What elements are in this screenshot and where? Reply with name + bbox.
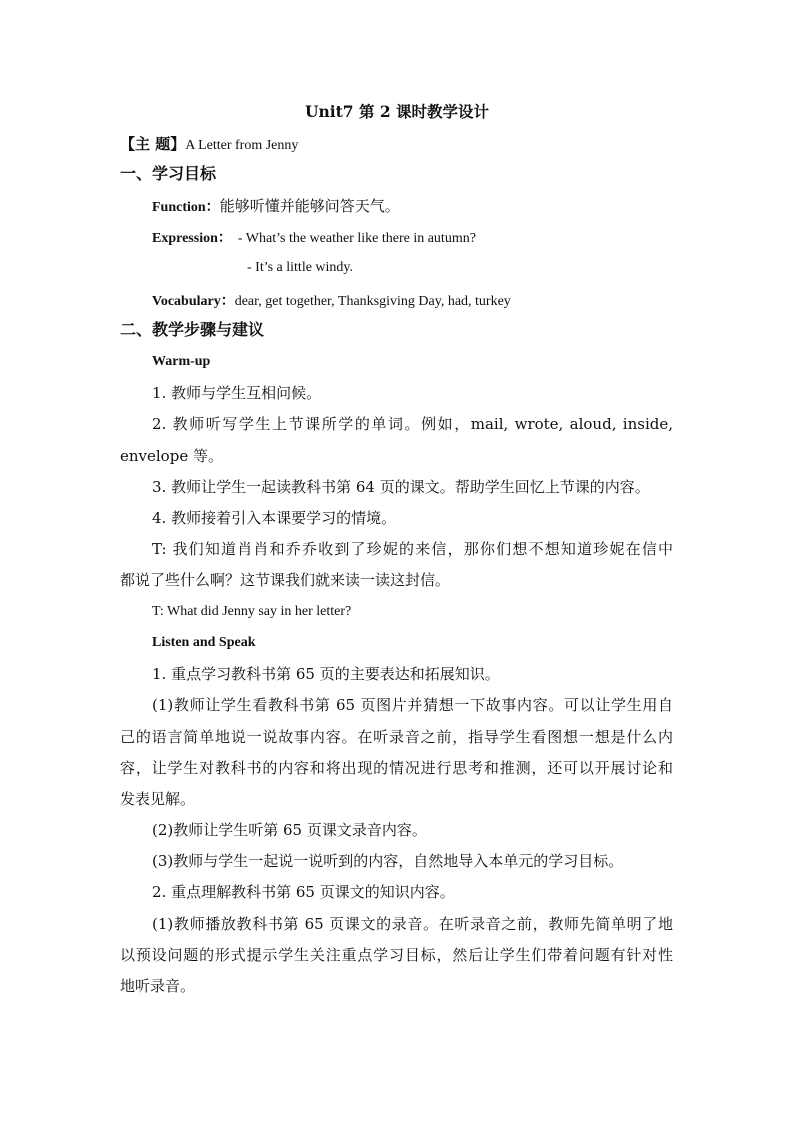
- listen-step-1c: (3)教师与学生一起说一说听到的内容，自然地导入本单元的学习目标。: [152, 852, 624, 870]
- section-1-heading: 一、学习目标: [120, 164, 217, 183]
- listen-step-2: 2. 重点理解教科书第 65 页课文的知识内容。: [152, 883, 455, 901]
- function-label: Function：: [152, 200, 220, 215]
- listen-step-1: 1. 重点学习教科书第 65 页的主要表达和拓展知识。: [152, 665, 500, 683]
- listen-step-2a-line-2: 以预设问题的形式提示学生关注重点学习目标，然后让学生们带着问题有针对性: [120, 946, 673, 964]
- expression-label: Expression：: [152, 231, 232, 246]
- warmup-step-4: 4. 教师接着引入本课要学习的情境。: [152, 509, 397, 527]
- expression-line-1: - What’s the weather like there in autumn?: [237, 231, 476, 246]
- listen-step-1a-line-2: 己的语言简单地说一说故事内容。在听录音之前，指导学生看图想一想是什么内: [120, 728, 673, 746]
- warmup-step-1: 1. 教师与学生互相问候。: [152, 384, 322, 402]
- expression-line: [152, 227, 476, 249]
- topic-value: A Letter from Jenny: [185, 138, 299, 153]
- listen-step-2a-line-1: (1)教师播放教科书第 65 页课文的录音。在听录音之前，教师先简单明了地: [152, 915, 673, 933]
- topic-line: [120, 134, 298, 156]
- listen-speak-heading: Listen and Speak: [152, 635, 256, 650]
- listen-step-1b: (2)教师让学生听第 65 页课文录音内容。: [152, 821, 427, 839]
- warmup-step-2-line-2: envelope 等。: [120, 447, 223, 465]
- page-title: Unit7 第 2 课时教学设计: [304, 102, 490, 121]
- warmup-step-3: 3. 教师让学生一起读教科书第 64 页的课文。帮助学生回忆上节课的内容。: [152, 478, 650, 496]
- topic-label: 【主 题】: [120, 135, 186, 153]
- expression-line-2: - It’s a little windy.: [247, 260, 354, 275]
- listen-step-1a-line-3: 容，让学生对教科书的内容和将出现的情况进行思考和推测，还可以开展讨论和: [120, 759, 673, 777]
- listen-step-1a-line-4: 发表见解。: [120, 790, 196, 808]
- vocabulary-line: [152, 290, 511, 312]
- listen-step-1a-line-1: (1)教师让学生看教科书第 65 页图片并猜想一下故事内容。可以让学生用自: [152, 696, 673, 714]
- function-value: 能够听懂并能够问答天气。: [219, 197, 400, 215]
- teacher-question: T: What did Jenny say in her letter?: [152, 604, 352, 619]
- warmup-heading: Warm-up: [152, 354, 211, 369]
- vocabulary-label: Vocabulary：: [152, 294, 235, 309]
- teacher-line-1: T: 我们知道肖肖和乔乔收到了珍妮的来信，那你们想不想知道珍妮在信中: [152, 540, 673, 558]
- function-line: [152, 196, 400, 218]
- warmup-step-2-line-1: 2. 教师听写学生上节课所学的单词。例如，mail, wrote, aloud, inside,: [152, 415, 673, 433]
- teacher-line-2: 都说了些什么啊？这节课我们就来读一读这封信。: [120, 571, 451, 589]
- section-2-heading: 二、教学步骤与建议: [120, 320, 265, 339]
- listen-step-2a-line-3: 地听录音。: [120, 977, 196, 995]
- vocabulary-value: dear, get together, Thanksgiving Day, had, turkey: [234, 294, 511, 309]
